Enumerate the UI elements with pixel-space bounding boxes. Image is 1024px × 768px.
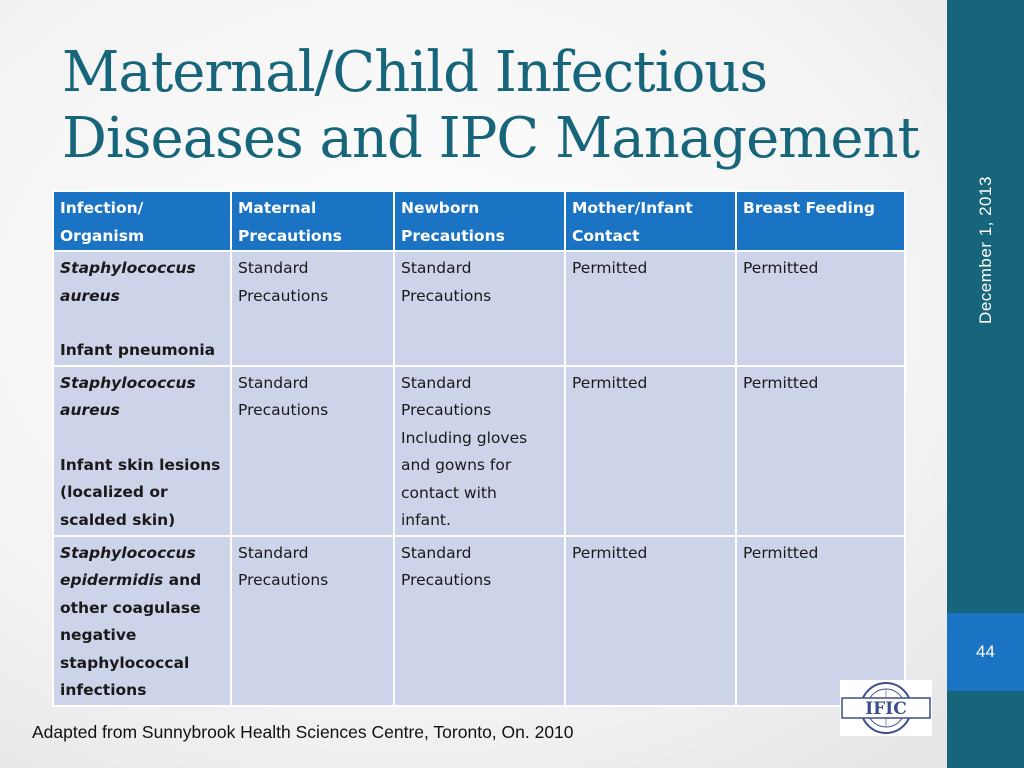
cell-organism [53, 536, 231, 706]
cell-text: Standard [401, 543, 472, 562]
header-text: Newborn [401, 199, 480, 217]
page-number-box [947, 613, 1024, 691]
organism-detail: scalded skin) [60, 510, 176, 529]
cell-text: Precautions [238, 401, 329, 419]
organism-suffix: and [163, 571, 202, 589]
cell-maternal [231, 536, 394, 706]
header-text: Mother/Infant [572, 199, 693, 217]
organism-name: Staphylococcus [60, 373, 196, 392]
organism-detail: (localized or [60, 483, 168, 501]
organism-name: Staphylococcus [60, 259, 196, 277]
cell-contact [565, 251, 736, 366]
organism-name: epidermidis [60, 571, 164, 589]
cell-newborn [394, 366, 565, 536]
ific-logo-text: IFIC [865, 699, 907, 719]
organism-detail: negative [60, 626, 137, 644]
cell-text: and gowns for [401, 456, 512, 474]
page-number: 44 [976, 642, 995, 661]
cell-text: Permitted [572, 373, 648, 392]
cell-text: Including gloves [401, 428, 528, 447]
organism-name: Staphylococcus [60, 543, 196, 562]
cell-contact [565, 536, 736, 706]
ific-logo [840, 680, 932, 736]
slide-title-line-1: Maternal/Child Infectious [62, 40, 768, 105]
organism-name: aureus [60, 286, 120, 305]
organism-detail: other coagulase [60, 598, 201, 617]
cell-text: Permitted [572, 259, 648, 277]
ipc-management-table [52, 190, 906, 707]
header-text: Contact [572, 226, 640, 245]
organism-detail: staphylococcal [60, 653, 190, 672]
cell-text: infant. [401, 511, 451, 529]
organism-detail: Infant pneumonia [60, 341, 216, 359]
cell-text: Precautions [401, 571, 492, 589]
cell-text: Permitted [743, 259, 819, 277]
slide-title-line-2: Diseases and IPC Management [62, 106, 920, 171]
organism-name: aureus [60, 401, 120, 419]
cell-organism [53, 251, 231, 366]
cell-text: Standard [401, 259, 472, 277]
cell-text: Precautions [238, 571, 329, 589]
cell-organism [53, 366, 231, 536]
header-text: Precautions [238, 226, 342, 245]
header-infection-organism [53, 191, 231, 251]
header-text: Infection/ [60, 199, 144, 217]
slide-title [62, 40, 922, 172]
table-row [53, 251, 905, 366]
header-text: Breast Feeding [743, 199, 875, 217]
table-header-row [53, 191, 905, 251]
cell-text: Precautions [401, 286, 492, 305]
header-newborn-precautions [394, 191, 565, 251]
date-text: December 1, 2013 [976, 176, 995, 324]
organism-detail: infections [60, 681, 147, 699]
header-breast-feeding [736, 191, 905, 251]
cell-newborn [394, 536, 565, 706]
table-row [53, 536, 905, 706]
header-text: Maternal [238, 199, 317, 217]
cell-text: Precautions [401, 401, 492, 419]
header-maternal-precautions [231, 191, 394, 251]
table-row [53, 366, 905, 536]
date-label [966, 170, 1006, 330]
cell-text: Standard [238, 373, 309, 392]
cell-text: Permitted [743, 373, 819, 392]
cell-contact [565, 366, 736, 536]
cell-maternal [231, 251, 394, 366]
cell-newborn [394, 251, 565, 366]
cell-text: Permitted [743, 543, 819, 562]
ific-logo-graphic [840, 680, 932, 736]
cell-text: Permitted [572, 543, 648, 562]
header-text: Organism [60, 226, 145, 245]
cell-text: Precautions [238, 286, 329, 305]
cell-text: Standard [238, 259, 309, 277]
cell-breastfeeding [736, 251, 905, 366]
source-citation: Adapted from Sunnybrook Health Sciences Centre, Toronto, On. 2010 [32, 722, 574, 742]
cell-breastfeeding [736, 366, 905, 536]
cell-text: Standard [238, 543, 309, 562]
cell-text: Standard [401, 373, 472, 392]
header-mother-infant-contact [565, 191, 736, 251]
cell-text: contact with [401, 483, 497, 502]
organism-detail: Infant skin lesions [60, 455, 221, 474]
header-text: Precautions [401, 226, 505, 245]
cell-maternal [231, 366, 394, 536]
